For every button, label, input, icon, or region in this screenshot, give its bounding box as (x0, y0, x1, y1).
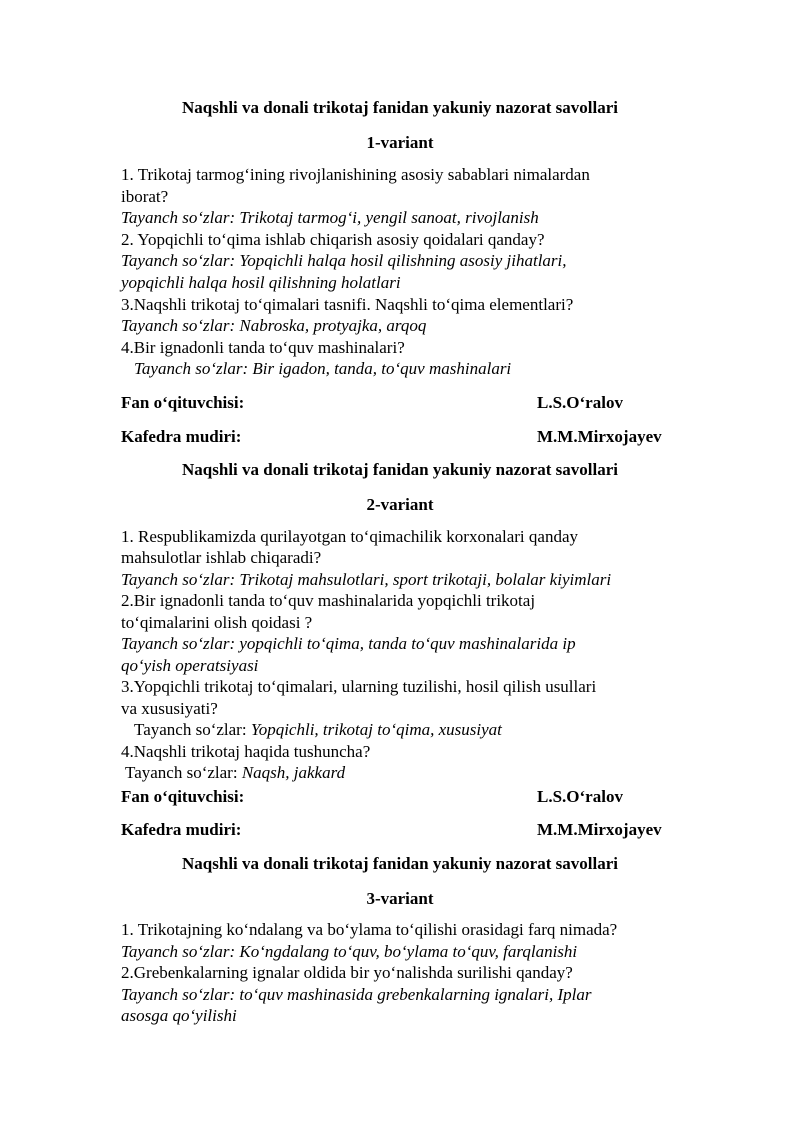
question-line: 1. Respublikamizda qurilayotgan to‘qimachilik korxonalari qanday (121, 527, 578, 546)
question-line: 1. Trikotajning ko‘ndalang va bo‘ylama to‘qilishi orasidagi farq nimada? (121, 920, 618, 939)
question-line: 4.Naqshli trikotaj haqida tushuncha? (121, 742, 371, 761)
question-line: va xususiyati? (121, 699, 218, 718)
question-line: 2. Yopqichli to‘qima ishlab chiqarish asosiy qoidalari qanday? (121, 230, 545, 249)
signature-role: Kafedra mudiri: (121, 427, 242, 446)
question-line: to‘qimalarini olish qoidasi ? (121, 613, 313, 632)
keywords-line: Tayanch so‘zlar: Bir igadon, tanda, to‘quv mashinalari (134, 359, 512, 378)
keywords-label: Tayanch so‘zlar: (125, 763, 242, 782)
signature-name: M.M.Mirxojayev (537, 820, 662, 839)
question-line: 3.Yopqichli trikotaj to‘qimalari, ularning tuzilishi, hosil qilish usullari (121, 677, 597, 696)
variant-label: 2-variant (366, 495, 434, 514)
question-line: 1. Trikotaj tarmog‘ining rivojlanishining asosiy sabablari nimalardan (121, 165, 590, 184)
question-line: 4.Bir ignadonli tanda to‘quv mashinalari? (121, 338, 405, 357)
signature-name: L.S.O‘ralov (537, 787, 623, 806)
exam-title: Naqshli va donali trikotaj fanidan yakuniy nazorat savollari (182, 460, 618, 479)
question-line: iborat? (121, 187, 169, 206)
exam-title: Naqshli va donali trikotaj fanidan yakuniy nazorat savollari (182, 854, 618, 873)
keywords-line: Tayanch so‘zlar: yopqichli to‘qima, tanda to‘quv mashinalarida ip (121, 634, 576, 653)
keywords-line: yopqichli halqa hosil qilishning holatlari (121, 273, 401, 292)
exam-title: Naqshli va donali trikotaj fanidan yakuniy nazorat savollari (182, 98, 618, 117)
keywords-terms: Yopqichli, trikotaj to‘qima, xususiyat (250, 720, 502, 739)
signature-name: M.M.Mirxojayev (537, 427, 662, 446)
keywords-line: qo‘yish operatsiyasi (121, 656, 259, 675)
keywords-line: Tayanch so‘zlar: to‘quv mashinasida grebenkalarning ignalari, Iplar (121, 985, 592, 1004)
keywords-label: Tayanch so‘zlar: (134, 720, 251, 739)
keywords-line: Tayanch so‘zlar: Trikotaj tarmog‘i, yengil sanoat, rivojlanish (121, 208, 539, 227)
keywords-line: Tayanch so‘zlar: Nabroska, protyajka, arqoq (121, 316, 427, 335)
keywords-line (125, 763, 345, 783)
question-line: 2.Bir ignadonli tanda to‘quv mashinalarida yopqichli trikotaj (121, 591, 536, 610)
signature-role: Fan o‘qituvchisi: (121, 393, 245, 412)
signature-name: L.S.O‘ralov (537, 393, 623, 412)
keywords-line: Tayanch so‘zlar: Ko‘ngdalang to‘quv, bo‘ylama to‘quv, farqlanishi (121, 942, 578, 961)
keywords-line: asosga qo‘yilishi (121, 1006, 237, 1025)
variant-label: 3-variant (366, 889, 434, 908)
keywords-terms: Naqsh, jakkard (241, 763, 346, 782)
keywords-line: Tayanch so‘zlar: Trikotaj mahsulotlari, sport trikotaji, bolalar kiyimlari (121, 570, 612, 589)
signature-role: Fan o‘qituvchisi: (121, 787, 245, 806)
question-line: 3.Naqshli trikotaj to‘qimalari tasnifi. Naqshli to‘qima elementlari? (121, 295, 574, 314)
question-line: mahsulotlar ishlab chiqaradi? (121, 548, 322, 567)
keywords-line: Tayanch so‘zlar: Yopqichli halqa hosil qilishning asosiy jihatlari, (121, 251, 567, 270)
variant-label: 1-variant (366, 133, 434, 152)
signature-role: Kafedra mudiri: (121, 820, 242, 839)
question-line: 2.Grebenkalarning ignalar oldida bir yo‘nalishda surilishi qanday? (121, 963, 573, 982)
keywords-line (134, 720, 502, 740)
